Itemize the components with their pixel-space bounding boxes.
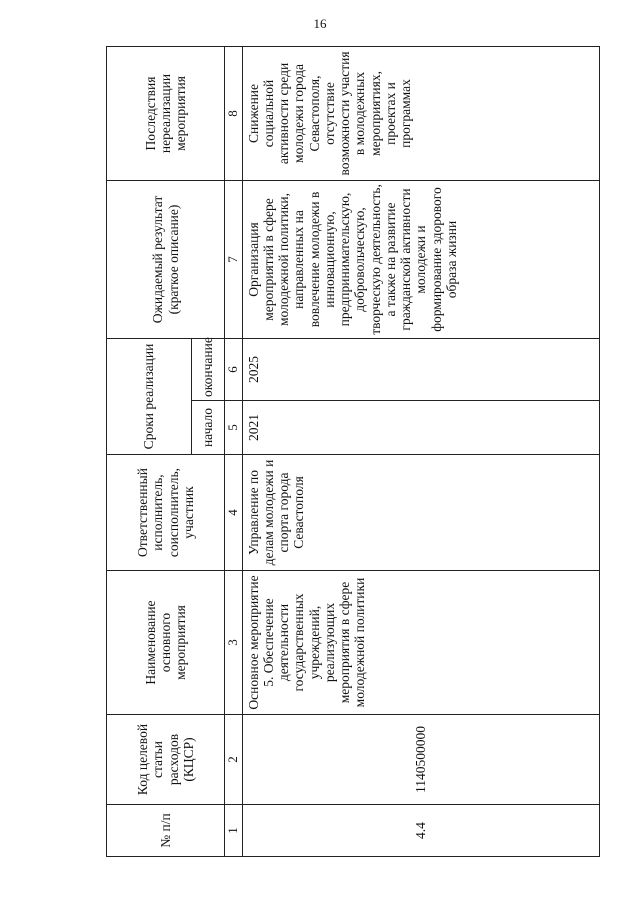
table-row bbox=[242, 46, 599, 856]
column-number: 8 bbox=[225, 46, 243, 180]
header-end: окончание bbox=[192, 338, 225, 400]
header-code: Код целевой статьи расходов (КЦСР) bbox=[107, 715, 225, 805]
row-end-year: 2025 bbox=[242, 338, 599, 400]
row-start-year: 2021 bbox=[242, 401, 599, 455]
column-number: 5 bbox=[225, 401, 243, 455]
header-result: Ожидаемый результат (краткое описание) bbox=[107, 180, 225, 338]
header-num: № п/п bbox=[107, 805, 225, 857]
page-number: 16 bbox=[313, 16, 327, 31]
column-number: 7 bbox=[225, 180, 243, 338]
row-consequences: Снижение социальной активности среди молодежи города Севастополя, отсутствие возможности участия в молодежных мероприятиях, проектах и программах bbox=[242, 46, 599, 180]
header-executor: Ответственный исполнитель, соисполнитель, участник bbox=[107, 455, 225, 571]
row-executor: Управление по делам молодежи и спорта города Севастополя bbox=[242, 455, 599, 571]
column-number: 2 bbox=[225, 715, 243, 805]
column-numbers-row bbox=[225, 46, 243, 856]
row-code: 1140500000 bbox=[242, 715, 599, 805]
row-number: 4.4 bbox=[242, 805, 599, 857]
column-number: 3 bbox=[225, 571, 243, 715]
header-start: начало bbox=[192, 401, 225, 455]
header-row bbox=[107, 46, 192, 856]
column-number: 4 bbox=[225, 455, 243, 571]
header-consequences: Последствия нереализации мероприятия bbox=[107, 46, 225, 180]
header-name: Наименование основного мероприятия bbox=[107, 571, 225, 715]
row-expected-result: Организация мероприятий в сфере молодежной политики, направленных на вовлечение молодежи в инновационную, предпринимательскую, добровольческую, творческую деятельность, а также на развитие гражданской активности молодежи и формирование здорового образа жизни bbox=[242, 180, 599, 338]
column-number: 1 bbox=[225, 805, 243, 857]
header-terms: Сроки реализации bbox=[107, 338, 192, 454]
column-number: 6 bbox=[225, 338, 243, 400]
row-measure-name: Основное мероприятие 5. Обеспечение деятельности государственных учреждений, реализующих мероприятия в сфере молодежной политики bbox=[242, 571, 599, 715]
measures-table-rotated bbox=[106, 47, 600, 857]
measures-table bbox=[106, 46, 600, 857]
